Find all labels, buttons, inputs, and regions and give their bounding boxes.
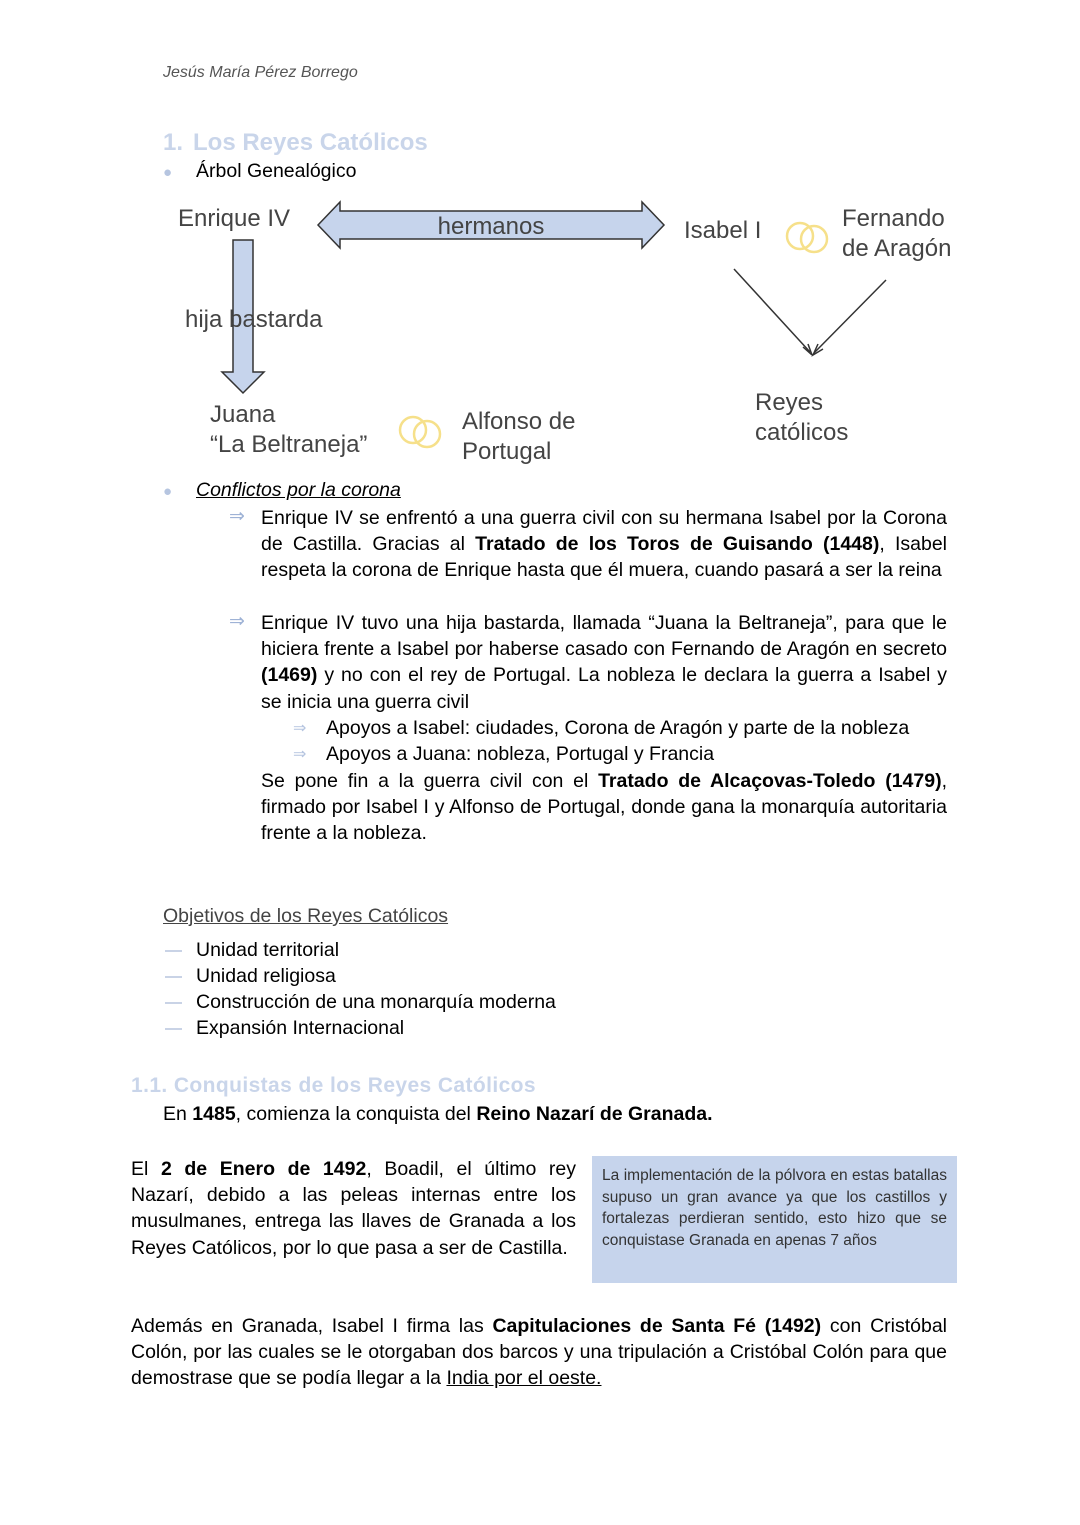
objective-item: Expansión Internacional (196, 1017, 405, 1039)
conflict-item-1: Enrique IV se enfrentó a una guerra civil con su hermana Isabel por la Corona de Castilla. Gracias al Tratado de los Toros de Guisando (1448), Isabel respeta la corona de Enrique hasta que él muera, cuando pasará a ser la reina (261, 507, 947, 582)
paragraph-1492: El 2 de Enero de 1492, Boadil, el último rey Nazarí, debido a las peleas internas entre los musulmanes, entrega las llaves de Granada a los Reyes Católicos, por lo que pasa a ser de Castilla. (131, 1158, 577, 1259)
conflicts-bullet (163, 479, 401, 502)
double-arrow-icon: ⇒ (229, 611, 245, 632)
conflict-item-2: Enrique IV tuvo una hija bastarda, llamada “Juana la Beltraneja”, para que le hiciera frente a Isabel por haberse casado con Fernando de Aragón en secreto (1469) y no con el rey de Portugal. La nobleza le declara la guerra a Isabel y se inicia una guerra civil (261, 612, 947, 713)
marriage-rings-icon (787, 223, 827, 252)
family-tree-diagram (0, 0, 1080, 480)
siblings-label: hermanos (437, 213, 545, 240)
objectives-title: Objetivos de los Reyes Católicos (163, 905, 449, 927)
objective-item: Unidad territorial (196, 939, 340, 961)
alfonso-label-2: Portugal (462, 438, 552, 465)
reyes-label-1: Reyes (755, 389, 824, 416)
tree-bullet-label: Árbol Genealógico (196, 160, 357, 182)
objective-item: Construcción de una monarquía moderna (196, 991, 556, 1013)
author-name: Jesús María Pérez Borrego (163, 64, 358, 81)
objective-item: Unidad religiosa (196, 965, 336, 987)
dash-icon (165, 1028, 182, 1030)
gunpowder-note-box: La implementación de la pólvora en estas batallas supuso un gran avance ya que los castillos y fortalezas perdieran sentido, esto hizo que se conquistase Granada en apenas 7 años (592, 1156, 957, 1283)
union-v-arrows (734, 269, 886, 355)
support-isabel: Apoyos a Isabel: ciudades, Corona de Aragón y parte de la nobleza (326, 717, 910, 739)
reyes-label-2: católicos (755, 419, 849, 446)
bullet-dot-icon: ● (163, 483, 173, 500)
alfonso-label-1: Alfonso de (462, 408, 576, 435)
conflicts-bullet-label: Conflictos por la corona (196, 479, 401, 501)
section-1-1-heading: 1.1. Conquistas de los Reyes Católicos (131, 1074, 536, 1097)
bullet-dot-icon: ● (163, 164, 173, 181)
conflict-ending: Se pone fin a la guerra civil con el Tratado de Alcaçovas-Toledo (1479), firmado por Isabel I y Alfonso de Portugal, donde gana la monarquía autoritaria frente a la nobleza. (261, 770, 947, 845)
paragraph-1485: En 1485, comienza la conquista del Reino Nazarí de Granada. (163, 1103, 713, 1125)
juana-label-2: “La Beltraneja” (210, 431, 368, 458)
dash-icon (165, 950, 182, 952)
section-1-title: Los Reyes Católicos (193, 129, 428, 156)
dash-icon (165, 976, 182, 978)
double-arrow-icon: ⇒ (293, 720, 307, 737)
fernando-label-1: Fernando (842, 205, 945, 232)
paragraph-capitulaciones: Además en Granada, Isabel I firma las Capitulaciones de Santa Fé (1492) con Cristóbal Colón, por las cuales se le otorgaban dos barcos y una tripulación a Cristóbal Colón para que demostrase que se podía llegar a la India por el oeste. (131, 1315, 948, 1390)
double-arrow-icon: ⇒ (293, 746, 307, 763)
double-arrow-icon: ⇒ (229, 506, 245, 527)
dash-icon (165, 1002, 182, 1004)
enrique-label: Enrique IV (178, 205, 291, 232)
section-1-number: 1. (163, 129, 184, 156)
marriage-rings-icon-2 (400, 417, 440, 447)
support-juana: Apoyos a Juana: nobleza, Portugal y Francia (326, 743, 715, 765)
juana-label-1: Juana (210, 401, 276, 428)
hija-bastarda-label: hija bastarda (185, 306, 323, 333)
isabel-label: Isabel I (684, 217, 762, 244)
fernando-label-2: de Aragón (842, 235, 952, 262)
